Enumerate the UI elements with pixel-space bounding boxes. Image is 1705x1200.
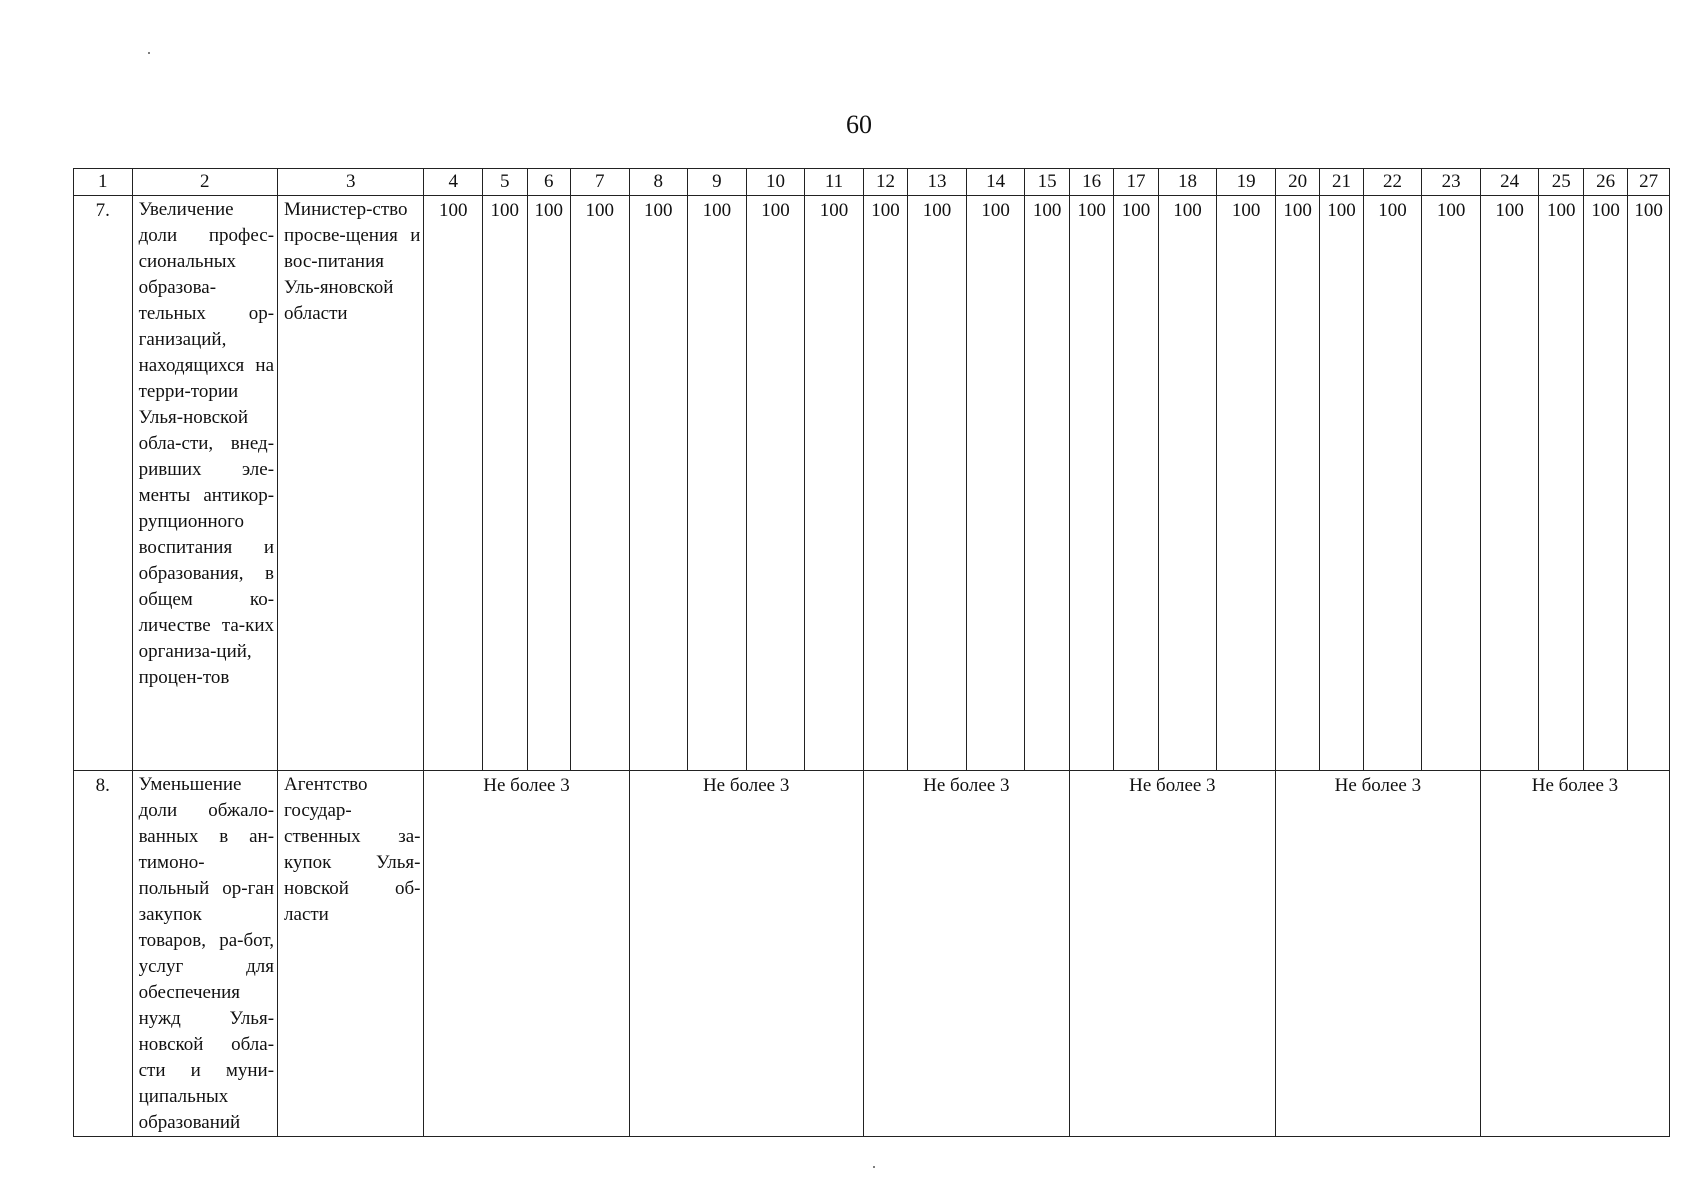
header-cell: 6 xyxy=(527,169,570,196)
value-cell: 100 xyxy=(805,196,864,771)
indicators-table xyxy=(73,168,1670,1137)
value-cell: 100 xyxy=(424,196,483,771)
value-cell: 100 xyxy=(688,196,747,771)
header-cell: 12 xyxy=(863,169,907,196)
executor-name: Министер-ство просве-щения и вос-питания Уль-яновской области xyxy=(278,196,424,771)
value-cell: 100 xyxy=(1422,196,1481,771)
value-cell: 100 xyxy=(483,196,527,771)
scan-speck xyxy=(873,1166,875,1168)
value-cell: 100 xyxy=(1275,196,1319,771)
header-cell: 16 xyxy=(1069,169,1113,196)
table-row xyxy=(74,771,1670,1137)
value-cell: 100 xyxy=(527,196,570,771)
value-cell: 100 xyxy=(1069,196,1113,771)
value-cell: 100 xyxy=(1025,196,1069,771)
header-cell: 9 xyxy=(688,169,747,196)
value-cell: 100 xyxy=(1320,196,1363,771)
scan-speck xyxy=(148,52,150,54)
header-cell: 18 xyxy=(1158,169,1217,196)
value-cell: 100 xyxy=(1539,196,1583,771)
group-value-cell: Не более 3 xyxy=(1480,771,1669,1137)
header-cell: 20 xyxy=(1275,169,1319,196)
row-number: 7. xyxy=(74,196,133,771)
group-value-cell: Не более 3 xyxy=(863,771,1069,1137)
header-cell: 7 xyxy=(570,169,629,196)
value-cell: 100 xyxy=(863,196,907,771)
value-cell: 100 xyxy=(629,196,688,771)
header-cell: 15 xyxy=(1025,169,1069,196)
value-cell: 100 xyxy=(1158,196,1217,771)
indicator-name: Увеличение доли профес-сиональных образова-тельных ор-ганизаций, находящихся на терри-тории Улья-новской обла-сти, внед-ривших эле-менты антикор-рупционного воспитания и образования, в общем ко-личестве та-ких организа-ций, процен-тов xyxy=(132,196,277,771)
group-value-cell: Не более 3 xyxy=(424,771,629,1137)
header-row xyxy=(74,169,1670,196)
group-value-cell: Не более 3 xyxy=(1275,771,1480,1137)
header-cell: 23 xyxy=(1422,169,1481,196)
header-cell: 14 xyxy=(966,169,1025,196)
indicator-name: Уменьшение доли обжало-ванных в ан-тимоно-польный ор-ган закупок товаров, ра-бот, услуг для обеспечения нужд Улья-новской обла-сти и муни-ципальных образований xyxy=(132,771,277,1137)
header-cell: 13 xyxy=(908,169,967,196)
header-cell: 27 xyxy=(1628,169,1670,196)
header-cell: 25 xyxy=(1539,169,1583,196)
group-value-cell: Не более 3 xyxy=(1069,771,1275,1137)
header-cell: 17 xyxy=(1114,169,1158,196)
value-cell: 100 xyxy=(1217,196,1276,771)
value-cell: 100 xyxy=(1480,196,1539,771)
header-cell: 19 xyxy=(1217,169,1276,196)
header-cell: 24 xyxy=(1480,169,1539,196)
value-cell: 100 xyxy=(1363,196,1422,771)
executor-name: Агентство государ-ственных за-купок Улья-новской об-ласти xyxy=(278,771,424,1137)
header-cell: 8 xyxy=(629,169,688,196)
header-cell: 11 xyxy=(805,169,864,196)
page-number: 60 xyxy=(846,110,872,139)
header-cell: 1 xyxy=(74,169,133,196)
value-cell: 100 xyxy=(1628,196,1670,771)
header-cell: 5 xyxy=(483,169,527,196)
value-cell: 100 xyxy=(1583,196,1627,771)
header-cell: 10 xyxy=(746,169,805,196)
group-value-cell: Не более 3 xyxy=(629,771,863,1137)
header-cell: 2 xyxy=(132,169,277,196)
header-cell: 21 xyxy=(1320,169,1363,196)
header-cell: 22 xyxy=(1363,169,1422,196)
value-cell: 100 xyxy=(746,196,805,771)
value-cell: 100 xyxy=(966,196,1025,771)
value-cell: 100 xyxy=(570,196,629,771)
value-cell: 100 xyxy=(1114,196,1158,771)
table-row xyxy=(74,196,1670,771)
row-number: 8. xyxy=(74,771,133,1137)
value-cell: 100 xyxy=(908,196,967,771)
header-cell: 4 xyxy=(424,169,483,196)
header-cell: 3 xyxy=(278,169,424,196)
header-cell: 26 xyxy=(1583,169,1627,196)
